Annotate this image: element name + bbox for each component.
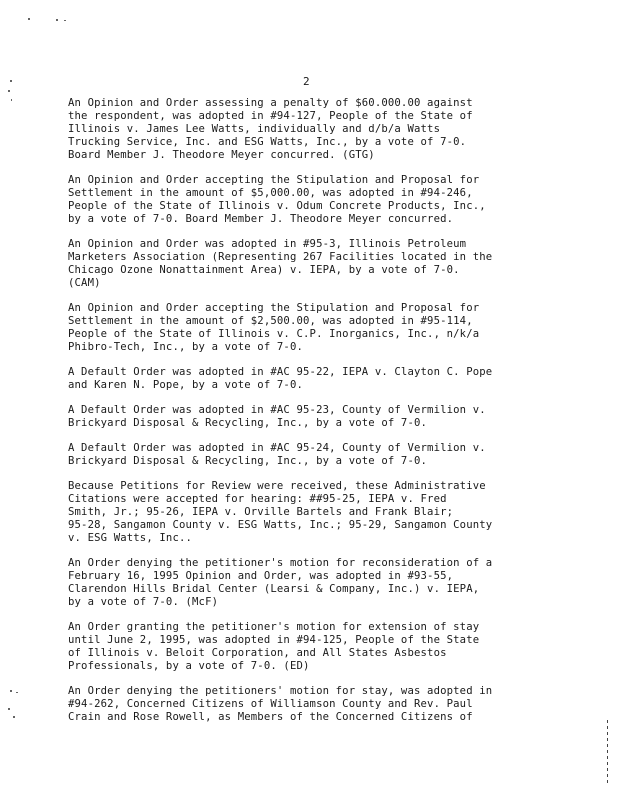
paragraph-petitions-for-review: Because Petitions for Review were received, these Administrative Citations were accepted for hearing: ##95-25, IEPA v. Fred Smith, Jr.; 95-26, IEPA v. Orville Bartels and Frank Blair; 95-28, Sangamon County v. ESG Watts, Inc.; 95-29, Sangamon County v. ESG Watts, Inc.. [68, 480, 493, 544]
paragraph-extension-of-stay-beloit: An Order granting the petitioner's motion for extension of stay until June 2, 1995, was adopted in #94-125, People of the State of Illinois v. Beloit Corporation, and All States Asbestos Professionals, by a vote of 7-0. (ED) [68, 621, 480, 672]
scan-speck [16, 692, 18, 693]
scan-speck [8, 90, 10, 92]
scan-speck [13, 716, 15, 718]
scan-speck [8, 708, 10, 710]
paragraph-settlement-cp-inorganics: An Opinion and Order accepting the Stipulation and Proposal for Settlement in the amount of $2,500.00, was adopted in #95-114, People of the State of Illinois v. C.P. Inorganics, Inc., n/k/a Phibro-Tech, Inc., by a vote of 7-0. [68, 302, 480, 353]
paragraph-penalty-watts: An Opinion and Order assessing a penalty of $60.000.00 against the respondent, was adopted in #94-127, People of the State of Illinois v. James Lee Watts, individually and d/b/a Watts Trucking Service, Inc. and ESG Watts, Inc., by a vote of 7-0. Board Member J. Theodore Meyer concurred. (GTG) [68, 97, 473, 161]
page-number: 2 [303, 75, 310, 88]
scan-speck [64, 20, 66, 21]
scan-speck [10, 80, 12, 82]
scan-speck [28, 18, 30, 20]
scan-speck [10, 690, 12, 692]
paragraph-stay-denied-williamson: An Order denying the petitioners' motion for stay, was adopted in #94-262, Concerned Citizens of Williamson County and Rev. Paul Crain and Rose Rowell, as Members of the Concerned Citizens of [68, 685, 493, 723]
scan-speck [56, 19, 58, 21]
paragraph-default-order-brickyard-24: A Default Order was adopted in #AC 95-24, County of Vermilion v. Brickyard Disposal & Recycling, Inc., by a vote of 7-0. [68, 442, 486, 467]
paragraph-petroleum-marketers: An Opinion and Order was adopted in #95-3, Illinois Petroleum Marketers Association (Representing 267 Facilities located in the Chicago Ozone Nonattainment Area) v. IEPA, by a vote of 7-0. (CAM) [68, 238, 493, 289]
scan-speck [11, 99, 12, 101]
paragraph-reconsideration-clarendon: An Order denying the petitioner's motion for reconsideration of a February 16, 1995 Opinion and Order, was adopted in #93-55, Clarendon Hills Bridal Center (Learsi & Company, Inc.) v. IEPA, by a vote of 7-0. (McF) [68, 557, 493, 608]
paragraph-default-order-brickyard-23: A Default Order was adopted in #AC 95-23, County of Vermilion v. Brickyard Disposal & Recycling, Inc., by a vote of 7-0. [68, 404, 486, 429]
document-body [68, 97, 548, 736]
paragraph-default-order-pope: A Default Order was adopted in #AC 95-22, IEPA v. Clayton C. Pope and Karen N. Pope, by a vote of 7-0. [68, 366, 493, 391]
scan-edge-line [607, 720, 608, 785]
paragraph-settlement-odum: An Opinion and Order accepting the Stipulation and Proposal for Settlement in the amount of $5,000.00, was adopted in #94-246, People of the State of Illinois v. Odum Concrete Products, Inc., by a vote of 7-0. Board Member J. Theodore Meyer concurred. [68, 174, 486, 225]
